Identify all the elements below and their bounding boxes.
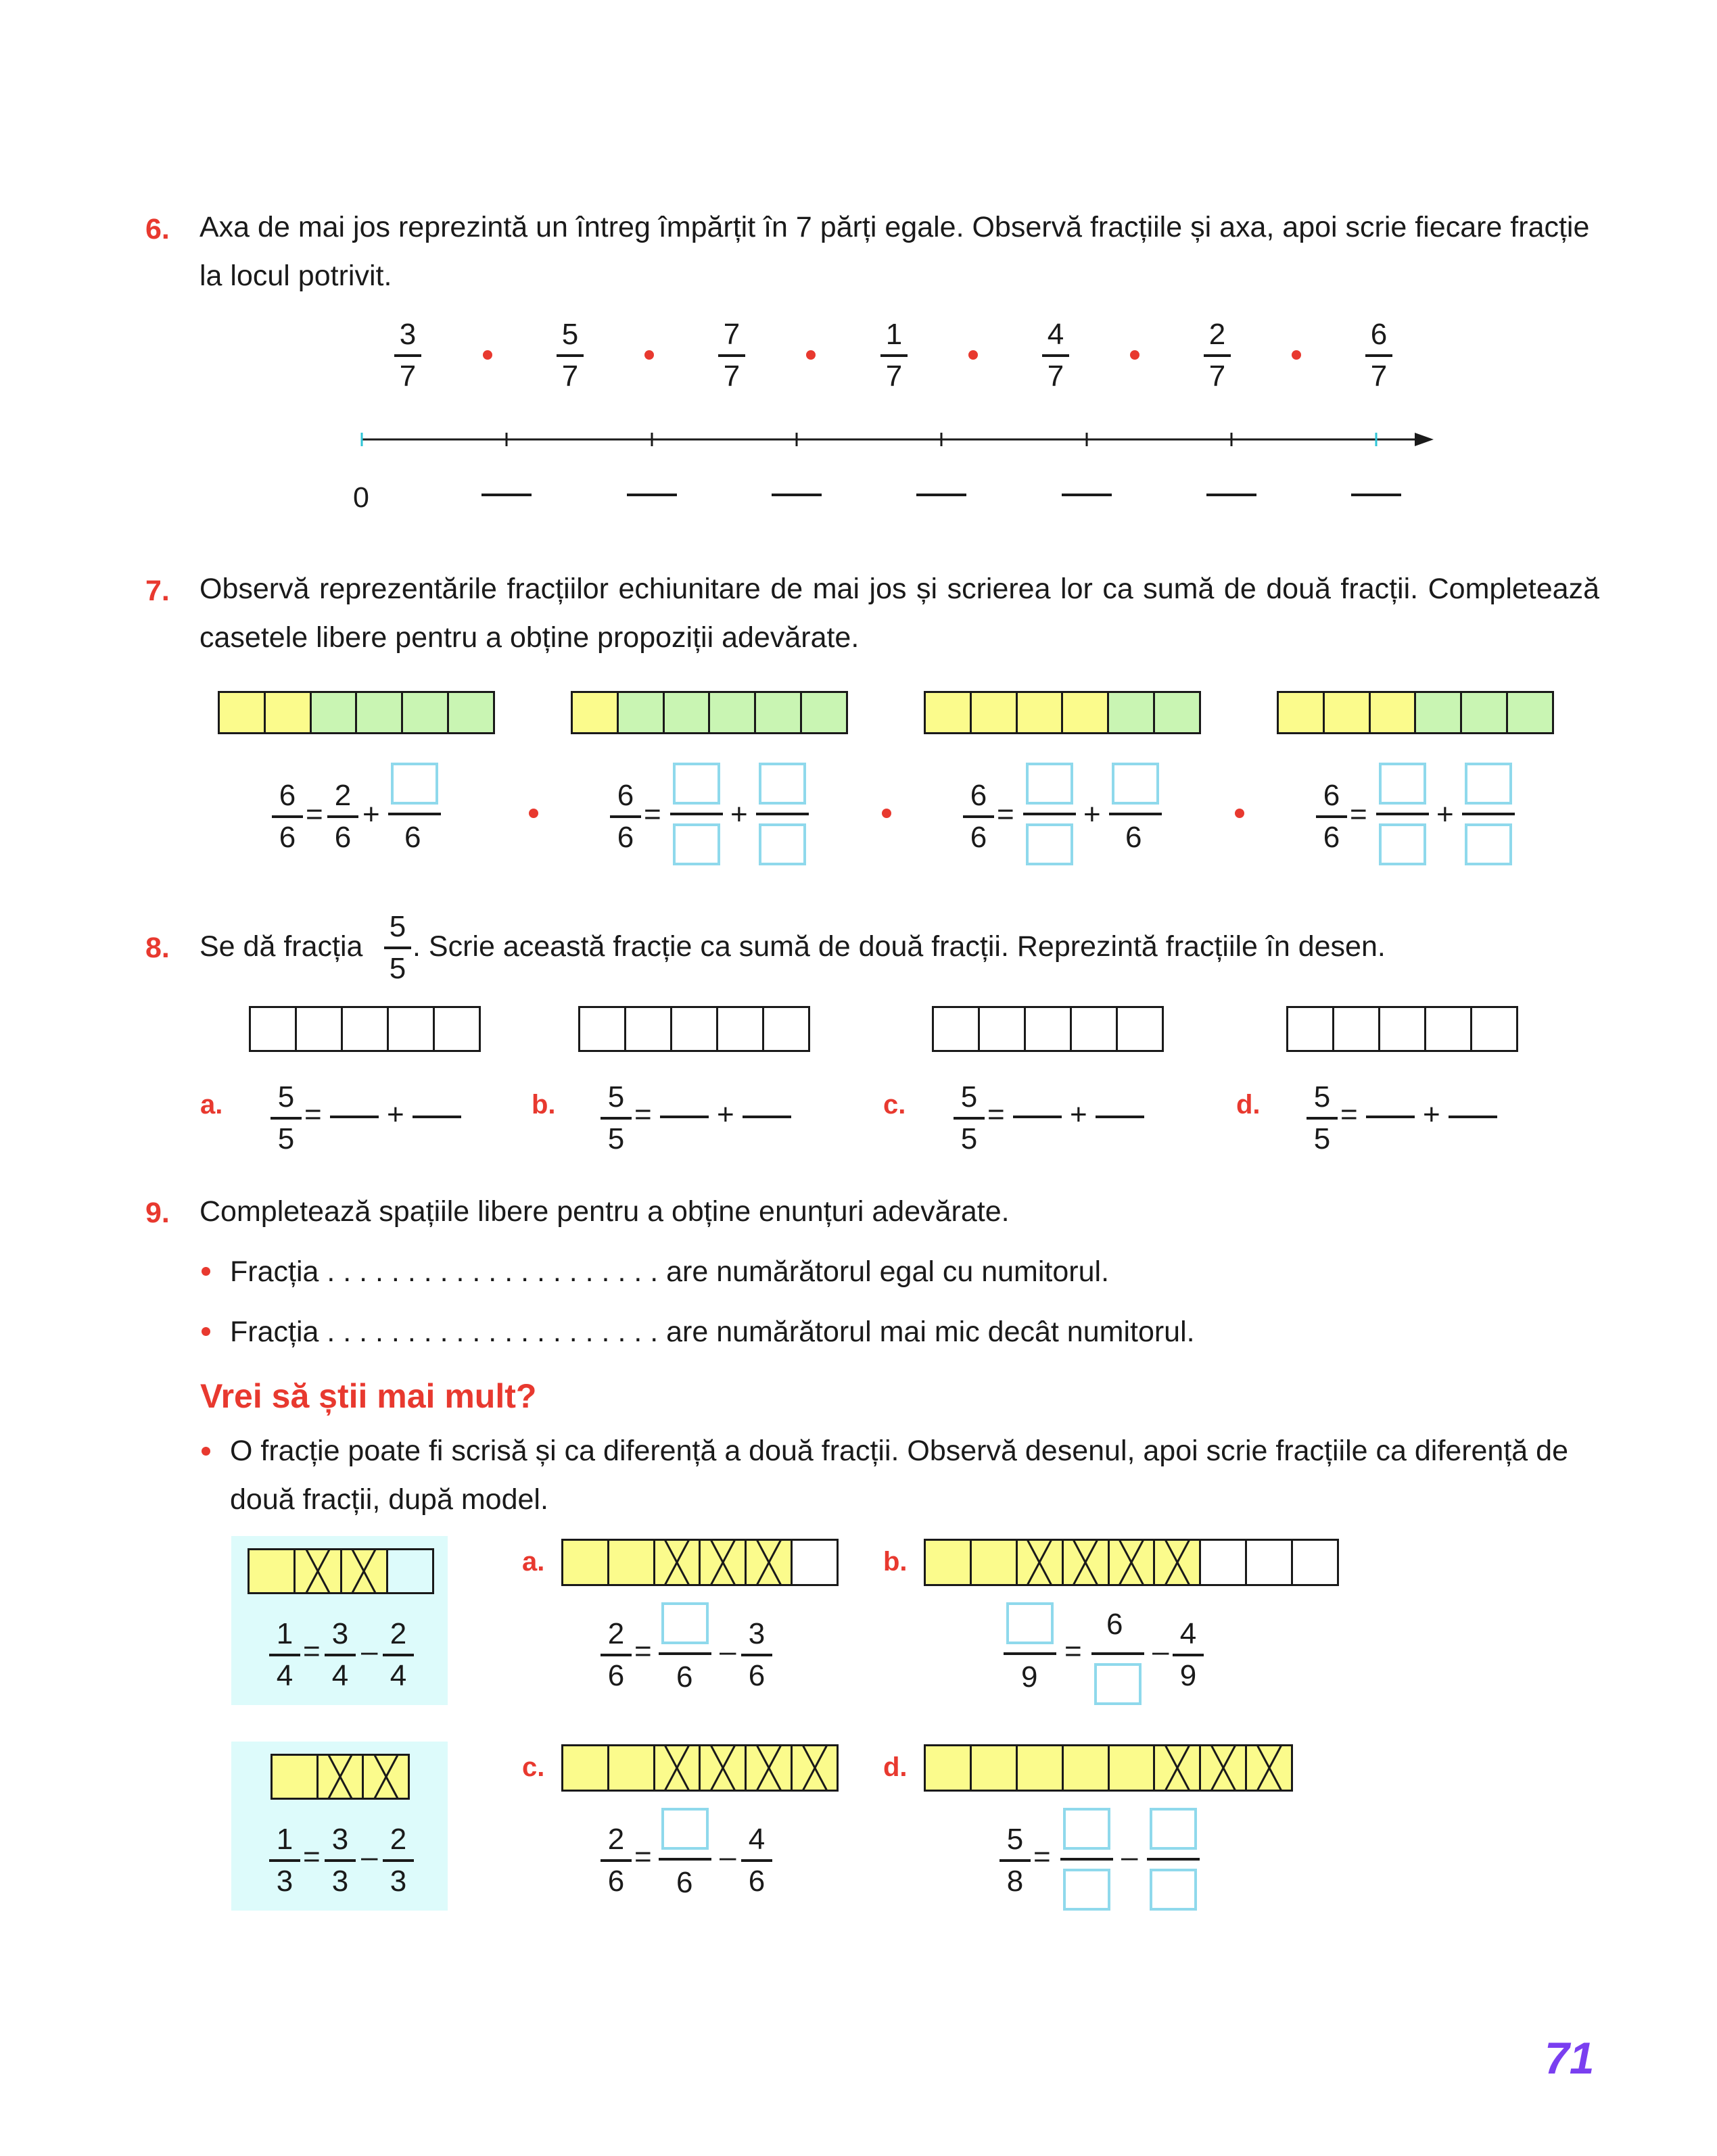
answer-box[interactable] <box>1150 1869 1197 1911</box>
fraction: 4 7 <box>1042 318 1069 393</box>
answer-blank[interactable] <box>916 494 966 496</box>
fraction: 5 5 <box>954 1080 985 1156</box>
statement-line: Fracția . . . . . . . . . . . . . . . . . . . . . are numărătorul mai mic decât numitorul. <box>230 1316 1195 1348</box>
exercise-text: . Scrie această fracție ca sumă de două fracții. Reprezintă fracțiile în desen. <box>413 930 1386 963</box>
plus-sign: + <box>1423 1098 1440 1131</box>
equals-sign: = <box>1064 1635 1082 1668</box>
equals-sign: = <box>634 1840 652 1873</box>
exercise-number: 6. <box>145 213 170 245</box>
answer-box[interactable] <box>759 823 806 865</box>
task-strip <box>924 1539 1339 1586</box>
fraction: 5 5 <box>601 1080 632 1156</box>
page-number: 71 <box>1545 2033 1595 2083</box>
equals-sign: = <box>303 1635 321 1668</box>
fraction-bar <box>1060 1858 1113 1861</box>
fraction-strip <box>1277 691 1554 734</box>
fraction: 3 3 <box>325 1823 356 1898</box>
fraction-bar <box>1004 1652 1056 1655</box>
fraction-bar <box>1376 813 1429 815</box>
answer-box[interactable] <box>1379 823 1426 865</box>
fraction: 5 5 <box>384 910 411 986</box>
fraction: 2 7 <box>1204 318 1231 393</box>
fraction: 4 9 <box>1173 1617 1204 1693</box>
exercise-number: 9. <box>145 1197 170 1229</box>
answer-box[interactable] <box>1112 763 1159 805</box>
fraction: 6 7 <box>1365 318 1392 393</box>
exercise-text: Completează spațiile libere pentru a obține enunțuri adevărate. <box>199 1195 1010 1228</box>
fraction-bar <box>1462 813 1515 815</box>
separator-dot <box>483 350 492 360</box>
fraction-bar <box>1109 813 1162 815</box>
fraction: 5 5 <box>1307 1080 1338 1156</box>
answer-box[interactable] <box>1026 823 1073 865</box>
fraction: 1 4 <box>269 1617 300 1693</box>
section-text: O fracție poate fi scrisă și ca diferență a două fracții. Observă desenul, apoi scrie fracțiile ca diferență de două fracții, după model. <box>230 1435 1568 1516</box>
equals-sign: = <box>644 798 661 831</box>
answer-blank[interactable] <box>1366 1116 1415 1118</box>
fraction-bar <box>1147 1858 1200 1861</box>
fraction: 1 7 <box>880 318 908 393</box>
statement-line: Fracția . . . . . . . . . . . . . . . . . . . . . are numărătorul egal cu numitorul. <box>230 1255 1110 1288</box>
plus-sign: + <box>1070 1098 1087 1131</box>
answer-blank[interactable] <box>772 494 822 496</box>
task-strip <box>561 1744 839 1792</box>
fraction-bar <box>388 813 441 815</box>
equals-sign: = <box>1340 1098 1358 1131</box>
fraction: 1 3 <box>269 1823 300 1898</box>
fraction: 4 6 <box>741 1823 772 1898</box>
plus-sign: + <box>717 1098 734 1131</box>
answer-blank[interactable] <box>1096 1116 1144 1118</box>
answer-box[interactable] <box>1063 1808 1110 1850</box>
fraction-strip <box>218 691 495 734</box>
equals-sign: = <box>304 1098 322 1131</box>
answer-box[interactable] <box>1026 763 1073 805</box>
bullet <box>202 1447 210 1456</box>
plus-sign: + <box>1436 798 1454 831</box>
fraction: 6 6 <box>610 779 641 855</box>
separator-dot <box>1130 350 1139 360</box>
answer-blank[interactable] <box>1449 1116 1497 1118</box>
fraction-bar <box>1091 1652 1144 1655</box>
answer-box[interactable] <box>1094 1663 1142 1705</box>
fraction: 2 3 <box>383 1823 414 1898</box>
plus-sign: + <box>730 798 748 831</box>
item-letter: b. <box>883 1547 908 1577</box>
fraction-bar <box>659 1858 711 1861</box>
answer-box[interactable] <box>759 763 806 805</box>
task-strip <box>561 1539 839 1586</box>
exercise-text: Se dă fracția <box>199 930 363 963</box>
fraction: 5 8 <box>999 1823 1031 1898</box>
equals-sign: = <box>634 1635 652 1668</box>
exercise-text: Axa de mai jos reprezintă un întreg împărțit în 7 părți egale. Observă fracțiile și axa, apoi scrie fiecare fracție la locul potrivit. <box>199 211 1590 292</box>
item-letter: a. <box>522 1547 545 1577</box>
equals-sign: = <box>987 1098 1005 1131</box>
empty-strip[interactable] <box>1286 1006 1518 1052</box>
answer-box[interactable] <box>1465 823 1512 865</box>
answer-blank[interactable] <box>1351 494 1401 496</box>
answer-blank[interactable] <box>1062 494 1112 496</box>
minus-sign: – <box>1121 1840 1138 1873</box>
answer-box[interactable] <box>1006 1602 1054 1644</box>
denominator: 6 <box>1125 821 1142 854</box>
answer-box[interactable] <box>391 763 438 805</box>
bullet <box>202 1327 210 1336</box>
empty-strip[interactable] <box>249 1006 481 1052</box>
fraction: 6 6 <box>1316 779 1347 855</box>
item-letter: d. <box>1236 1090 1261 1120</box>
answer-box[interactable] <box>1150 1808 1197 1850</box>
answer-blank[interactable] <box>1013 1116 1062 1118</box>
section-title: Vrei să știi mai mult? <box>200 1377 537 1415</box>
separator-dot <box>529 809 538 818</box>
separator-dot <box>882 809 891 818</box>
equals-sign: = <box>306 798 323 831</box>
answer-box[interactable] <box>661 1808 709 1850</box>
empty-strip[interactable] <box>932 1006 1164 1052</box>
fraction: 3 4 <box>325 1617 356 1693</box>
fraction-bar <box>659 1652 711 1655</box>
separator-dot <box>806 350 816 360</box>
equals-sign: = <box>1033 1840 1051 1873</box>
separator-dot <box>644 350 654 360</box>
equals-sign: = <box>303 1840 321 1873</box>
answer-box[interactable] <box>673 763 720 805</box>
separator-dot <box>968 350 978 360</box>
numerator: 6 <box>1106 1608 1123 1641</box>
fraction: 5 5 <box>271 1080 302 1156</box>
answer-box[interactable] <box>1063 1869 1110 1911</box>
answer-blank[interactable] <box>481 494 532 496</box>
item-letter: c. <box>522 1752 545 1782</box>
answer-box[interactable] <box>673 823 720 865</box>
fraction: 6 6 <box>272 779 303 855</box>
number-line <box>352 419 1447 460</box>
separator-dot <box>1292 350 1301 360</box>
minus-sign: – <box>720 1635 736 1668</box>
exercise-number: 8. <box>145 932 170 964</box>
fraction: 2 6 <box>327 779 358 855</box>
denominator: 9 <box>1021 1660 1038 1694</box>
minus-sign: – <box>1152 1635 1169 1668</box>
plus-sign: + <box>1083 798 1101 831</box>
equals-sign: = <box>634 1098 652 1131</box>
equals-sign: = <box>997 798 1014 831</box>
answer-box[interactable] <box>661 1602 709 1644</box>
minus-sign: – <box>720 1840 736 1873</box>
equals-sign: = <box>1350 798 1367 831</box>
answer-box[interactable] <box>1465 763 1512 805</box>
fraction-bar <box>756 813 809 815</box>
item-letter: a. <box>200 1090 223 1120</box>
answer-blank[interactable] <box>330 1116 379 1118</box>
answer-blank[interactable] <box>1206 494 1256 496</box>
fraction: 6 6 <box>963 779 994 855</box>
exercise-number: 7. <box>145 575 170 607</box>
separator-dot <box>1235 809 1244 818</box>
fraction: 2 6 <box>601 1823 632 1898</box>
minus-sign: – <box>361 1840 378 1873</box>
answer-blank[interactable] <box>413 1116 461 1118</box>
fraction: 7 7 <box>718 318 745 393</box>
model-strip <box>271 1754 410 1800</box>
plus-sign: + <box>387 1098 404 1131</box>
fraction-strip <box>924 691 1201 734</box>
fraction: 5 7 <box>557 318 584 393</box>
empty-strip[interactable] <box>578 1006 810 1052</box>
fraction: 3 7 <box>394 318 421 393</box>
answer-box[interactable] <box>1379 763 1426 805</box>
minus-sign: – <box>361 1635 378 1668</box>
answer-blank[interactable] <box>743 1116 791 1118</box>
fraction-strip <box>571 691 848 734</box>
answer-blank[interactable] <box>627 494 677 496</box>
plus-sign: + <box>362 798 380 831</box>
fraction: 2 4 <box>383 1617 414 1693</box>
task-strip <box>924 1744 1293 1792</box>
bullet <box>202 1267 210 1276</box>
denominator: 6 <box>404 821 421 854</box>
fraction: 2 6 <box>601 1617 632 1693</box>
answer-blank[interactable] <box>660 1116 709 1118</box>
denominator: 6 <box>676 1660 693 1694</box>
model-strip <box>248 1548 434 1594</box>
fraction: 3 6 <box>741 1617 772 1693</box>
denominator: 6 <box>676 1866 693 1899</box>
fraction-bar <box>1023 813 1076 815</box>
item-letter: d. <box>883 1752 908 1782</box>
zero-label: 0 <box>353 481 369 514</box>
item-letter: c. <box>883 1090 906 1120</box>
item-letter: b. <box>532 1090 556 1120</box>
exercise-text: Observă reprezentările fracțiilor echiunitare de mai jos și scrierea lor ca sumă de două fracții. Completează casetele libere pentru a obține propoziții adevărate. <box>199 573 1599 654</box>
fraction-bar <box>670 813 723 815</box>
